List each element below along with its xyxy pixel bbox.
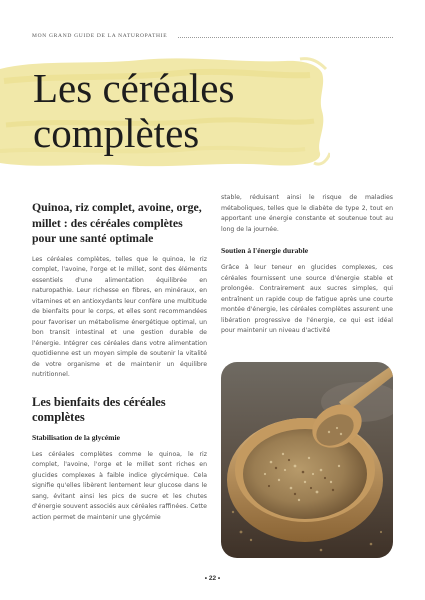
energy-paragraph: Grâce à leur teneur en glucides complexes, ces céréales fournissent une source d'énergie stable et prolongée. Contrairement aux sucres simples, qui entraînent un rapide coup de fatigue après une courte montée d'énergie, les céréales complètes assurent une libération progressive de l'énergie, ce qui est idéal pour maintenir un niveau d'activité — [221, 264, 393, 334]
glycemia-paragraph: Les céréales complètes comme le quinoa, le riz complet, l'avoine, l'orge et le millet sont riches en glucides complexes à faible indice glycémique. Cela signifie qu'elles libèrent lentement leur glucose dans le sang, évitant ainsi les pics de sucre et les chutes d'énergie souvent associés aux céréales raffinées. Cette action permet de maintenir une glycémie — [32, 450, 207, 521]
intro-heading: Quinoa, riz complet, avoine, orge, millet : des céréales complètes pour une santé optimale — [32, 200, 202, 245]
benefits-heading: Les bienfaits des céréales complètes — [32, 394, 166, 424]
energy-heading: Soutien à l'énergie durable — [221, 246, 309, 255]
page-number: • 22 • — [204, 575, 221, 582]
title-line-1: Les céréales — [33, 65, 235, 111]
right-column — [221, 193, 393, 347]
intro-paragraph: Les céréales complètes, telles que le quinoa, le riz complet, l'avoine, l'orge et le millet, sont des éléments essentiels d'une alimentation équilibrée en naturopathie. Leur richesse en fibres, en minéraux, en vitamines et en antioxydants leur confère une multitude de bienfaits pour le corps, et elles sont recommandées pour favoriser un métabolisme énergétique optimal, un bon transit intestinal et une gestion durable de l'énergie. Intégrer ces céréales dans votre alimentation quotidienne est un moyen simple de soutenir la vitalité de votre organisme et de maintenir un équilibre nutritionnel. — [32, 255, 207, 378]
glycemia-paragraph-continued: stable, réduisant ainsi le risque de maladies métaboliques, telles que le diabète de type 2, tout en apportant une énergie constante et soutenue tout au long de la journée. — [221, 194, 393, 233]
quinoa-bowl-photo — [221, 362, 393, 558]
header-dotted-rule — [178, 37, 393, 38]
page-title — [33, 66, 234, 156]
glycemia-heading: Stabilisation de la glycémie — [32, 432, 120, 442]
left-column — [32, 200, 207, 531]
running-header: MON GRAND GUIDE DE LA NATUROPATHIE — [32, 33, 168, 39]
title-line-2: complètes — [33, 110, 200, 156]
